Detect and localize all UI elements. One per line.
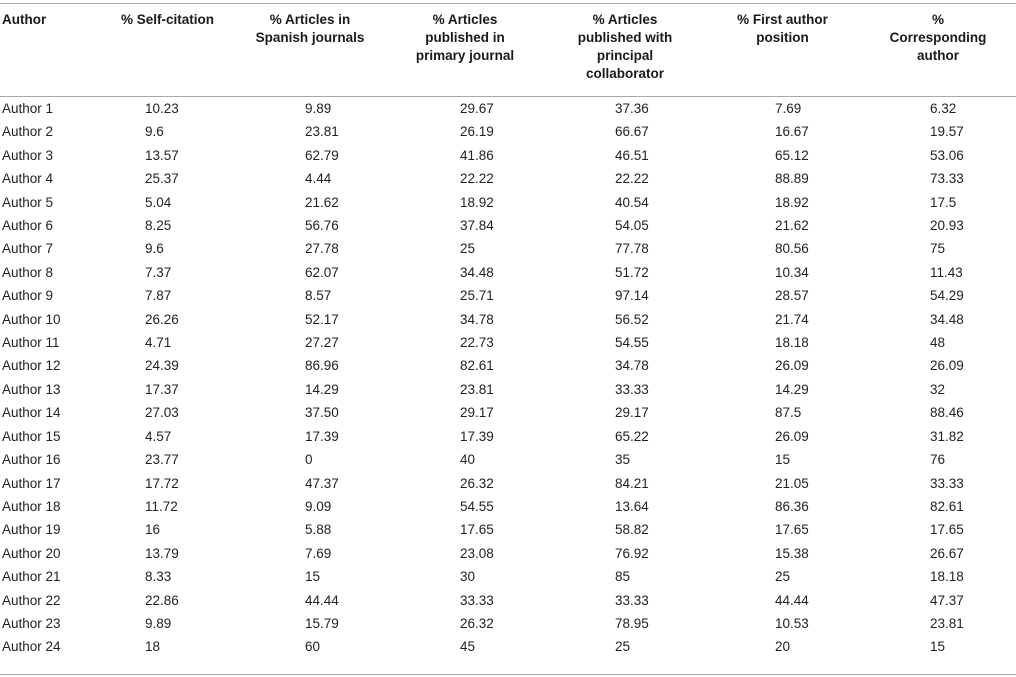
table-header xyxy=(0,3,1016,89)
value-cell: 88.89 xyxy=(775,171,809,187)
value-cell: 21.05 xyxy=(775,475,809,491)
value-cell: 20.93 xyxy=(930,218,964,234)
value-cell: 97.14 xyxy=(615,288,649,304)
value-cell: 44.44 xyxy=(775,592,809,608)
value-cell: 25 xyxy=(775,569,791,585)
value-cell: 8.57 xyxy=(305,288,332,304)
value-cell: 9.89 xyxy=(145,615,172,631)
value-cell: 76.92 xyxy=(615,545,649,561)
value-cell: 15 xyxy=(305,569,321,585)
value-cell: 86.96 xyxy=(305,358,339,374)
value-cell: 17.72 xyxy=(145,475,179,491)
value-cell: 78.95 xyxy=(615,615,649,631)
author-cell: Author 7 xyxy=(2,241,54,257)
header-row xyxy=(0,3,1016,89)
value-cell: 4.71 xyxy=(145,335,172,351)
author-cell: Author 10 xyxy=(2,311,61,327)
value-cell: 23.81 xyxy=(930,615,964,631)
value-cell: 11.43 xyxy=(930,264,963,280)
value-cell: 26.09 xyxy=(775,428,809,444)
value-cell: 47.37 xyxy=(305,475,339,491)
value-cell: 32 xyxy=(930,381,946,397)
value-cell: 13.79 xyxy=(145,545,179,561)
value-cell: 48 xyxy=(930,335,946,351)
value-cell: 86.36 xyxy=(775,498,809,514)
value-cell: 40 xyxy=(460,452,476,468)
author-cell: Author 12 xyxy=(2,358,61,374)
value-cell: 17.65 xyxy=(930,522,964,538)
value-cell: 9.6 xyxy=(145,241,164,257)
value-cell: 80.56 xyxy=(775,241,809,257)
value-cell: 23.81 xyxy=(460,381,494,397)
table-body xyxy=(0,89,1016,659)
spacer-row xyxy=(0,89,1016,97)
value-cell: 46.51 xyxy=(615,147,649,163)
value-cell: 29.17 xyxy=(615,405,649,421)
value-cell: 9.89 xyxy=(305,101,332,116)
value-cell: 10.34 xyxy=(775,264,809,280)
column-header: % Articles published with principal collaborator xyxy=(577,12,673,81)
column-header: % First author position xyxy=(737,12,828,45)
value-cell: 22.73 xyxy=(460,335,494,351)
value-cell: 18.18 xyxy=(775,335,809,351)
value-cell: 16.67 xyxy=(775,124,809,140)
value-cell: 18.18 xyxy=(930,569,964,585)
value-cell: 62.07 xyxy=(305,264,339,280)
value-cell: 34.48 xyxy=(460,264,494,280)
value-cell: 8.33 xyxy=(145,569,172,585)
value-cell: 5.88 xyxy=(305,522,332,538)
value-cell: 17.39 xyxy=(305,428,339,444)
value-cell: 56.76 xyxy=(305,218,339,234)
value-cell: 11.72 xyxy=(145,498,178,514)
value-cell: 16 xyxy=(145,522,161,538)
value-cell: 10.23 xyxy=(145,101,179,116)
value-cell: 23.81 xyxy=(305,124,339,140)
value-cell: 82.61 xyxy=(460,358,494,374)
value-cell: 26.26 xyxy=(145,311,179,327)
author-cell: Author 21 xyxy=(2,569,61,585)
value-cell: 44.44 xyxy=(305,592,339,608)
author-cell: Author 9 xyxy=(2,288,54,304)
author-cell: Author 5 xyxy=(2,194,54,210)
value-cell: 22.86 xyxy=(145,592,179,608)
value-cell: 25 xyxy=(460,241,476,257)
value-cell: 54.55 xyxy=(460,498,494,514)
value-cell: 33.33 xyxy=(615,592,649,608)
value-cell: 73.33 xyxy=(930,171,964,187)
value-cell: 7.87 xyxy=(145,288,172,304)
column-header: % Self-citation xyxy=(120,12,214,27)
value-cell: 56.52 xyxy=(615,311,649,327)
value-cell: 54.55 xyxy=(615,335,649,351)
value-cell: 18 xyxy=(145,639,161,655)
value-cell: 4.57 xyxy=(145,428,172,444)
value-cell: 26.09 xyxy=(775,358,809,374)
author-cell: Author 4 xyxy=(2,171,54,187)
value-cell: 18.92 xyxy=(460,194,494,210)
value-cell: 51.72 xyxy=(615,264,649,280)
author-cell: Author 1 xyxy=(2,101,54,116)
value-cell: 20 xyxy=(775,639,791,655)
author-cell: Author 18 xyxy=(2,498,61,514)
value-cell: 54.05 xyxy=(615,218,649,234)
value-cell: 17.39 xyxy=(460,428,494,444)
table-row xyxy=(0,120,1016,143)
table-row xyxy=(0,565,1016,588)
author-cell: Author 20 xyxy=(2,545,61,561)
table-row xyxy=(0,144,1016,167)
value-cell: 10.53 xyxy=(775,615,809,631)
value-cell: 45 xyxy=(460,639,476,655)
value-cell: 33.33 xyxy=(460,592,494,608)
table-row xyxy=(0,495,1016,518)
value-cell: 76 xyxy=(930,452,946,468)
value-cell: 53.06 xyxy=(930,147,964,163)
value-cell: 19.57 xyxy=(930,124,964,140)
column-header: % Corresponding author xyxy=(889,12,987,63)
value-cell: 75 xyxy=(930,241,946,257)
value-cell: 9.6 xyxy=(145,124,164,140)
value-cell: 24.39 xyxy=(145,358,179,374)
value-cell: 66.67 xyxy=(615,124,649,140)
value-cell: 85 xyxy=(615,569,631,585)
value-cell: 23.77 xyxy=(145,452,179,468)
value-cell: 25.37 xyxy=(145,171,179,187)
author-cell: Author 8 xyxy=(2,264,54,280)
value-cell: 34.78 xyxy=(460,311,494,327)
value-cell: 22.22 xyxy=(615,171,649,187)
author-cell: Author 16 xyxy=(2,452,61,468)
value-cell: 17.65 xyxy=(775,522,809,538)
value-cell: 15 xyxy=(775,452,791,468)
author-cell: Author 2 xyxy=(2,124,54,140)
value-cell: 17.5 xyxy=(930,194,957,210)
value-cell: 29.17 xyxy=(460,405,494,421)
table-row xyxy=(0,378,1016,401)
value-cell: 33.33 xyxy=(615,381,649,397)
value-cell: 14.29 xyxy=(305,381,339,397)
author-cell: Author 24 xyxy=(2,639,61,655)
column-header: % Articles published in primary journal xyxy=(415,12,515,63)
value-cell: 0 xyxy=(305,452,313,468)
value-cell: 5.04 xyxy=(145,194,172,210)
value-cell: 47.37 xyxy=(930,592,964,608)
value-cell: 13.57 xyxy=(145,147,179,163)
value-cell: 26.19 xyxy=(460,124,494,140)
author-cell: Author 22 xyxy=(2,592,61,608)
value-cell: 14.29 xyxy=(775,381,809,397)
table-row xyxy=(0,97,1016,120)
table-row xyxy=(0,354,1016,377)
value-cell: 87.5 xyxy=(775,405,802,421)
value-cell: 21.62 xyxy=(305,194,339,210)
value-cell: 58.82 xyxy=(615,522,649,538)
value-cell: 23.08 xyxy=(460,545,494,561)
value-cell: 62.79 xyxy=(305,147,339,163)
table-row xyxy=(0,237,1016,260)
value-cell: 88.46 xyxy=(930,405,964,421)
table-row xyxy=(0,167,1016,190)
author-cell: Author 11 xyxy=(2,335,60,351)
table-row xyxy=(0,612,1016,635)
table-row xyxy=(0,214,1016,237)
value-cell: 15.38 xyxy=(775,545,809,561)
bottom-rule xyxy=(0,674,1016,675)
value-cell: 33.33 xyxy=(930,475,964,491)
value-cell: 34.48 xyxy=(930,311,964,327)
author-cell: Author 3 xyxy=(2,147,54,163)
value-cell: 34.78 xyxy=(615,358,649,374)
value-cell: 35 xyxy=(615,452,631,468)
value-cell: 26.32 xyxy=(460,475,494,491)
author-cell: Author 13 xyxy=(2,381,61,397)
value-cell: 17.37 xyxy=(145,381,179,397)
author-cell: Author 23 xyxy=(2,615,61,631)
value-cell: 9.09 xyxy=(305,498,332,514)
value-cell: 8.25 xyxy=(145,218,172,234)
table-row xyxy=(0,331,1016,354)
value-cell: 54.29 xyxy=(930,288,964,304)
value-cell: 26.32 xyxy=(460,615,494,631)
author-cell: Author 14 xyxy=(2,405,61,421)
column-header: Author xyxy=(2,12,47,27)
value-cell: 4.44 xyxy=(305,171,332,187)
table-row xyxy=(0,448,1016,471)
value-cell: 26.67 xyxy=(930,545,964,561)
table-row xyxy=(0,425,1016,448)
value-cell: 21.62 xyxy=(775,218,809,234)
value-cell: 40.54 xyxy=(615,194,649,210)
value-cell: 65.12 xyxy=(775,147,809,163)
table-row xyxy=(0,542,1016,565)
value-cell: 41.86 xyxy=(460,147,494,163)
value-cell: 25 xyxy=(615,639,631,655)
table-row xyxy=(0,518,1016,541)
value-cell: 27.27 xyxy=(305,335,339,351)
value-cell: 7.69 xyxy=(775,101,802,116)
table-row xyxy=(0,401,1016,424)
value-cell: 25.71 xyxy=(460,288,494,304)
table-row xyxy=(0,284,1016,307)
table-row xyxy=(0,472,1016,495)
value-cell: 37.36 xyxy=(615,101,649,116)
value-cell: 29.67 xyxy=(460,101,494,116)
value-cell: 18.92 xyxy=(775,194,809,210)
value-cell: 6.32 xyxy=(930,101,957,116)
author-cell: Author 15 xyxy=(2,428,61,444)
author-cell: Author 6 xyxy=(2,218,54,234)
value-cell: 77.78 xyxy=(615,241,649,257)
author-cell: Author 17 xyxy=(2,475,61,491)
value-cell: 84.21 xyxy=(615,475,649,491)
value-cell: 13.64 xyxy=(615,498,649,514)
value-cell: 27.03 xyxy=(145,405,179,421)
value-cell: 37.84 xyxy=(460,218,494,234)
value-cell: 21.74 xyxy=(775,311,809,327)
table-row xyxy=(0,589,1016,612)
value-cell: 15 xyxy=(930,639,946,655)
author-cell: Author 19 xyxy=(2,522,61,538)
table-row xyxy=(0,191,1016,214)
table-row xyxy=(0,261,1016,284)
table-row xyxy=(0,635,1016,658)
value-cell: 15.79 xyxy=(305,615,339,631)
value-cell: 60 xyxy=(305,639,321,655)
value-cell: 37.50 xyxy=(305,405,339,421)
value-cell: 7.69 xyxy=(305,545,332,561)
value-cell: 30 xyxy=(460,569,476,585)
value-cell: 82.61 xyxy=(930,498,964,514)
table-row xyxy=(0,308,1016,331)
value-cell: 22.22 xyxy=(460,171,494,187)
value-cell: 65.22 xyxy=(615,428,649,444)
value-cell: 26.09 xyxy=(930,358,964,374)
value-cell: 27.78 xyxy=(305,241,339,257)
value-cell: 7.37 xyxy=(145,264,172,280)
value-cell: 17.65 xyxy=(460,522,494,538)
column-header: % Articles in Spanish journals xyxy=(255,12,365,45)
value-cell: 52.17 xyxy=(305,311,339,327)
data-table xyxy=(0,3,1016,659)
value-cell: 31.82 xyxy=(930,428,964,444)
value-cell: 28.57 xyxy=(775,288,809,304)
